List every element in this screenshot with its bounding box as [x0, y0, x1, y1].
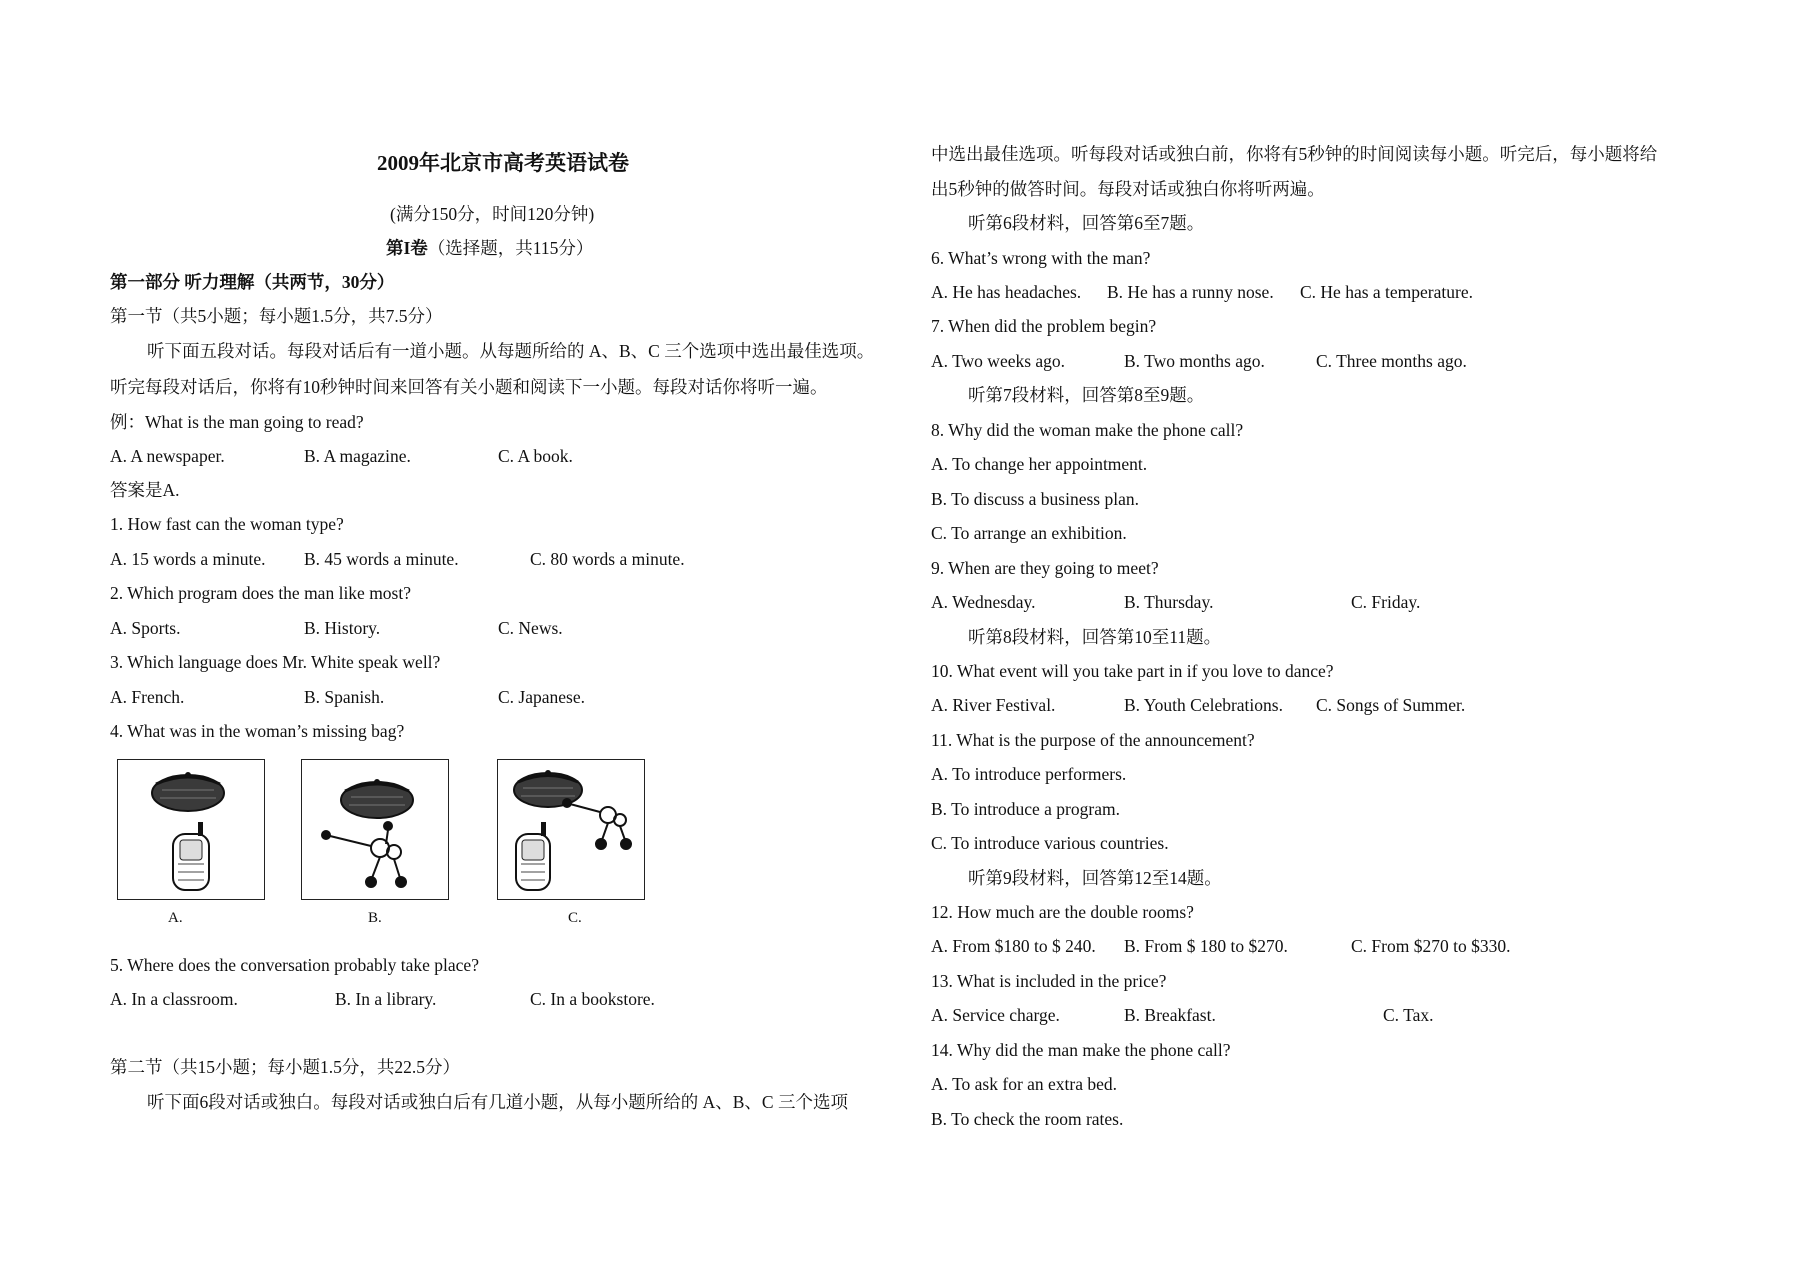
- example-answer: 答案是A.: [110, 480, 180, 500]
- section1-instruction-line2: 听完每段对话后，你将有10秒钟时间来回答有关小题和阅读下一小题。每段对话你将听一遍。: [110, 377, 828, 397]
- q3-option-b: B. Spanish.: [304, 687, 385, 707]
- q9-option-b: B. Thursday.: [1124, 592, 1214, 612]
- q1-option-a: A. 15 words a minute.: [110, 549, 266, 569]
- q4-picture-c: [497, 759, 645, 900]
- q4-label-a: A.: [168, 910, 183, 926]
- q14-option-b: B. To check the room rates.: [931, 1109, 1124, 1129]
- q13-option-b: B. Breakfast.: [1124, 1005, 1216, 1025]
- question-2: 2. Which program does the man like most?: [110, 583, 411, 603]
- q4-picture-b: [301, 759, 449, 900]
- q2-option-c: C. News.: [498, 618, 563, 638]
- q12-option-a: A. From $180 to $ 240.: [931, 936, 1096, 956]
- q13-option-c: C. Tax.: [1383, 1005, 1434, 1025]
- question-6: 6. What’s wrong with the man?: [931, 248, 1151, 268]
- q8-option-a: A. To change her appointment.: [931, 454, 1148, 474]
- q3-option-c: C. Japanese.: [498, 687, 585, 707]
- question-4: 4. What was in the woman’s missing bag?: [110, 721, 405, 741]
- q2-option-b: B. History.: [304, 618, 381, 638]
- section2-instruction-line3: 出5秒钟的做答时间。每段对话或独白你将听两遍。: [931, 179, 1325, 199]
- question-13: 13. What is included in the price?: [931, 971, 1167, 991]
- question-11: 11. What is the purpose of the announcement?: [931, 730, 1255, 750]
- phone-icon: [173, 822, 209, 890]
- q11-option-a: A. To introduce performers.: [931, 764, 1127, 784]
- exam-subtitle: (满分150分，时间120分钟): [390, 204, 595, 224]
- section2-instruction-line2: 中选出最佳选项。听每段对话或独白前，你将有5秒钟的时间阅读每小题。听完后，每小题将给: [931, 144, 1658, 164]
- right-column: [931, 0, 1741, 1282]
- section1-heading: 第一节（共5小题；每小题1.5分，共7.5分）: [110, 306, 443, 326]
- section2-instruction-line1: 听下面6段对话或独白。每段对话或独白后有几道小题，从每小题所给的 A、B、C 三个选项: [147, 1092, 848, 1112]
- keys-icon: [322, 822, 406, 887]
- q8-option-b: B. To discuss a business plan.: [931, 489, 1139, 509]
- question-3: 3. Which language does Mr. White speak well?: [110, 652, 441, 672]
- q2-option-a: A. Sports.: [110, 618, 181, 638]
- material-9-heading: 听第9段材料，回答第12至14题。: [968, 868, 1222, 888]
- q5-option-a: A. In a classroom.: [110, 989, 238, 1009]
- q11-option-b: B. To introduce a program.: [931, 799, 1120, 819]
- q9-option-c: C. Friday.: [1351, 592, 1421, 612]
- q6-option-b: B. He has a runny nose.: [1107, 282, 1274, 302]
- question-14: 14. Why did the man make the phone call?: [931, 1040, 1231, 1060]
- question-12: 12. How much are the double rooms?: [931, 902, 1194, 922]
- q3-option-a: A. French.: [110, 687, 185, 707]
- part1-heading: 第一部分 听力理解（共两节，30分）: [110, 272, 395, 292]
- q11-option-c: C. To introduce various countries.: [931, 833, 1169, 853]
- question-10: 10. What event will you take part in if you love to dance?: [931, 661, 1334, 681]
- question-8: 8. Why did the woman make the phone call?: [931, 420, 1244, 440]
- volume-info: （选择题，共115分）: [427, 238, 594, 258]
- q1-option-b: B. 45 words a minute.: [304, 549, 459, 569]
- q10-option-c: C. Songs of Summer.: [1316, 695, 1466, 715]
- q7-option-b: B. Two months ago.: [1124, 351, 1265, 371]
- q7-option-a: A. Two weeks ago.: [931, 351, 1066, 371]
- q1-option-c: C. 80 words a minute.: [530, 549, 685, 569]
- q6-option-a: A. He has headaches.: [931, 282, 1082, 302]
- q10-option-a: A. River Festival.: [931, 695, 1056, 715]
- volume-heading: [386, 237, 593, 259]
- material-6-heading: 听第6段材料，回答第6至7题。: [968, 213, 1205, 233]
- q4-label-c: C.: [568, 910, 582, 926]
- question-5: 5. Where does the conversation probably take place?: [110, 955, 479, 975]
- material-7-heading: 听第7段材料，回答第8至9题。: [968, 385, 1205, 405]
- example-question: 例：What is the man going to read?: [110, 412, 364, 432]
- example-option-a: A. A newspaper.: [110, 446, 225, 466]
- purse-icon: [152, 772, 224, 811]
- purse-icon: [341, 779, 413, 818]
- q4-label-b: B.: [368, 910, 382, 926]
- material-8-heading: 听第8段材料，回答第10至11题。: [968, 627, 1222, 647]
- question-7: 7. When did the problem begin?: [931, 316, 1157, 336]
- purse-icon: [514, 770, 582, 807]
- q12-option-c: C. From $270 to $330.: [1351, 936, 1511, 956]
- q14-option-a: A. To ask for an extra bed.: [931, 1074, 1118, 1094]
- left-column: [110, 0, 910, 1282]
- section2-heading: 第二节（共15小题；每小题1.5分，共22.5分）: [110, 1057, 460, 1077]
- q12-option-b: B. From $ 180 to $270.: [1124, 936, 1288, 956]
- q10-option-b: B. Youth Celebrations.: [1124, 695, 1283, 715]
- q13-option-a: A. Service charge.: [931, 1005, 1060, 1025]
- question-9: 9. When are they going to meet?: [931, 558, 1159, 578]
- section1-instruction-line1: 听下面五段对话。每段对话后有一道小题。从每题所给的 A、B、C 三个选项中选出最佳选项。: [147, 341, 875, 361]
- q7-option-c: C. Three months ago.: [1316, 351, 1467, 371]
- question-1: 1. How fast can the woman type?: [110, 514, 344, 534]
- q5-option-c: C. In a bookstore.: [530, 989, 655, 1009]
- q5-option-b: B. In a library.: [335, 989, 437, 1009]
- q9-option-a: A. Wednesday.: [931, 592, 1036, 612]
- volume-label: 第I卷: [386, 238, 428, 258]
- q6-option-c: C. He has a temperature.: [1300, 282, 1473, 302]
- example-option-b: B. A magazine.: [304, 446, 411, 466]
- example-option-c: C. A book.: [498, 446, 573, 466]
- exam-title: 2009年北京市高考英语试卷: [377, 151, 629, 175]
- phone-icon: [516, 822, 550, 890]
- keys-icon: [563, 799, 631, 849]
- q8-option-c: C. To arrange an exhibition.: [931, 523, 1127, 543]
- q4-picture-a: [117, 759, 265, 900]
